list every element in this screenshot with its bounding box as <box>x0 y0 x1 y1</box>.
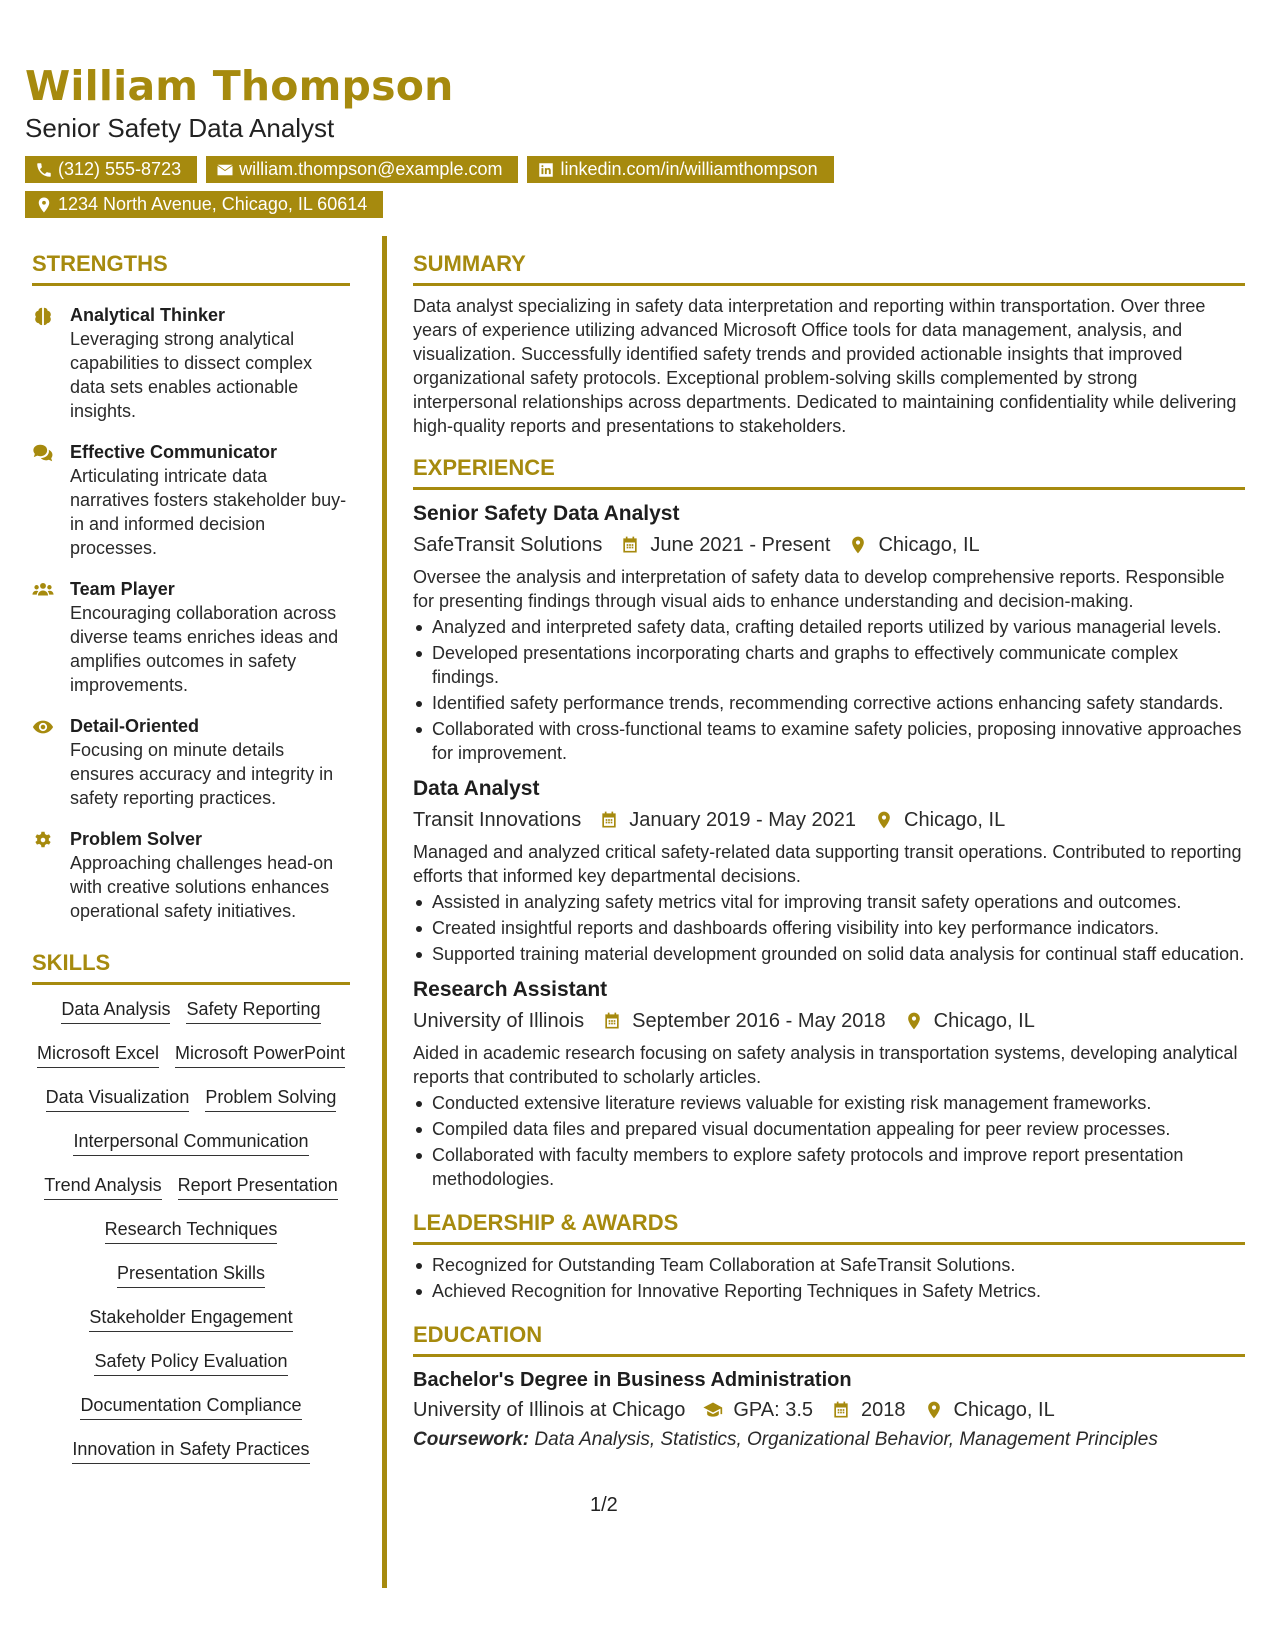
strength-item <box>32 303 350 423</box>
strength-desc: Encouraging collaboration across diverse teams enriches ideas and amplifies outcomes in safety improvements. <box>70 603 339 695</box>
list-item: Created insightful reports and dashboards offering visibility into key performance indicators. <box>413 916 1245 940</box>
experience-heading: EXPERIENCE <box>413 454 1245 490</box>
graduation-cap-icon <box>703 1400 723 1420</box>
linkedin-icon <box>537 161 555 179</box>
map-pin-icon <box>924 1400 944 1420</box>
skills-heading: SKILLS <box>32 949 350 985</box>
job-meta <box>413 806 1245 834</box>
linkedin-chip[interactable] <box>527 156 833 183</box>
calendar-icon <box>602 1011 622 1031</box>
list-item: Supported training material development grounded on solid data analysis for continual staff education. <box>413 942 1245 966</box>
job-entry <box>413 500 1245 765</box>
coursework-list: Data Analysis, Statistics, Organizational Behavior, Management Principles <box>534 1429 1158 1450</box>
map-pin-icon <box>35 196 53 214</box>
job-location: Chicago, IL <box>933 1010 1035 1032</box>
left-column <box>32 250 350 1464</box>
strengths-heading: STRENGTHS <box>32 250 350 286</box>
coursework-label: Coursework: <box>413 1429 530 1450</box>
job-dates: June 2021 - Present <box>650 534 831 556</box>
strength-desc: Approaching challenges head-on with creative solutions enhances operational safety initiatives. <box>70 853 334 921</box>
phone-chip[interactable] <box>25 156 197 183</box>
summary-text: Data analyst specializing in safety data interpretation and reporting within transportation. Over three years of experience utilizing advanced Microsoft Office tools for data management, analysis, and visualization. Successfully identified safety trends and provided actionable insights that improved organizational safety protocols. Exceptional problem-solving skills complemented by strong interpersonal relationships across departments. Dedicated to maintaining confidentiality while delivering high-quality reports and presentations to stakeholders. <box>413 296 1237 436</box>
skill-tag: Data Visualization <box>46 1085 190 1112</box>
list-item: Analyzed and interpreted safety data, crafting detailed reports utilized by various managerial levels. <box>413 615 1245 639</box>
list-item: Recognized for Outstanding Team Collaboration at SafeTransit Solutions. <box>413 1253 1245 1277</box>
job-meta <box>413 531 1245 559</box>
strength-item <box>32 714 350 810</box>
envelope-icon <box>216 161 234 179</box>
address-text: 1234 North Avenue, Chicago, IL 60614 <box>58 194 368 214</box>
strength-desc: Focusing on minute details ensures accuracy and integrity in safety reporting practices. <box>70 740 334 808</box>
school-name: University of Illinois at Chicago <box>413 1399 686 1421</box>
job-title: Senior Safety Data Analyst <box>413 502 680 525</box>
calendar-icon <box>620 535 640 555</box>
skill-tag: Safety Policy Evaluation <box>94 1349 287 1376</box>
contact-bar <box>25 156 925 218</box>
map-pin-icon <box>848 535 868 555</box>
strength-desc: Leveraging strong analytical capabilities to dissect complex data sets enables actionable insights. <box>70 329 313 421</box>
list-item: Collaborated with cross-functional teams to examine safety policies, proposing innovative approaches for improvement. <box>413 717 1245 765</box>
resume-header <box>25 62 1245 218</box>
job-location: Chicago, IL <box>878 534 980 556</box>
list-item: Collaborated with faculty members to explore safety protocols and improve report presentation methodologies. <box>413 1143 1245 1191</box>
strength-title: Problem Solver <box>70 829 203 849</box>
column-divider <box>382 236 387 1588</box>
job-dates: September 2016 - May 2018 <box>632 1010 886 1032</box>
strength-title: Team Player <box>70 579 175 599</box>
map-pin-icon <box>904 1011 924 1031</box>
strength-title: Effective Communicator <box>70 442 278 462</box>
job-bullets <box>413 890 1245 966</box>
summary-heading: SUMMARY <box>413 250 1245 286</box>
education-heading: EDUCATION <box>413 1321 1245 1357</box>
candidate-name: William Thompson <box>25 62 454 110</box>
eye-icon <box>32 716 54 738</box>
job-title: Research Assistant <box>413 978 608 1001</box>
email-chip[interactable] <box>206 156 518 183</box>
map-pin-icon <box>874 810 894 830</box>
email-text: william.thompson@example.com <box>239 159 503 179</box>
skill-tag: Presentation Skills <box>117 1261 265 1288</box>
job-entry <box>413 976 1245 1191</box>
job-dates: January 2019 - May 2021 <box>629 809 857 831</box>
job-bullets <box>413 615 1245 765</box>
skill-tag: Interpersonal Communication <box>73 1129 308 1156</box>
list-item: Assisted in analyzing safety metrics vital for improving transit safety operations and outcomes. <box>413 890 1245 914</box>
strength-title: Detail-Oriented <box>70 716 200 736</box>
job-entry <box>413 775 1245 966</box>
calendar-icon <box>599 810 619 830</box>
leadership-list <box>413 1253 1245 1303</box>
job-meta <box>413 1007 1245 1035</box>
list-item: Achieved Recognition for Innovative Reporting Techniques in Safety Metrics. <box>413 1279 1245 1303</box>
company-name: University of Illinois <box>413 1010 585 1032</box>
users-icon <box>32 579 54 601</box>
skill-tag: Trend Analysis <box>44 1173 161 1200</box>
list-item: Conducted extensive literature reviews valuable for existing risk management frameworks. <box>413 1091 1245 1115</box>
strength-desc: Articulating intricate data narratives fosters stakeholder buy-in and informed decision processes. <box>70 466 347 558</box>
job-description: Managed and analyzed critical safety-related data supporting transit operations. Contributed to reporting efforts that informed key departmental decisions. <box>413 842 1242 886</box>
education-meta <box>413 1396 1245 1424</box>
strength-item <box>32 827 350 923</box>
skills-list <box>32 997 350 1464</box>
skill-tag: Problem Solving <box>205 1085 336 1112</box>
skill-tag: Data Analysis <box>61 997 170 1024</box>
degree-title: Bachelor's Degree in Business Administration <box>413 1369 852 1391</box>
right-column <box>413 250 1245 1453</box>
graduation-year: 2018 <box>861 1399 906 1421</box>
job-location: Chicago, IL <box>904 809 1006 831</box>
phone-text: (312) 555-8723 <box>58 159 182 179</box>
list-item: Compiled data files and prepared visual documentation appealing for peer review processes. <box>413 1117 1245 1141</box>
brain-icon <box>32 305 54 327</box>
skill-tag: Safety Reporting <box>186 997 320 1024</box>
strength-title: Analytical Thinker <box>70 305 226 325</box>
strength-item <box>32 440 350 560</box>
list-item: Identified safety performance trends, recommending corrective actions enhancing safety standards. <box>413 691 1245 715</box>
address-chip <box>25 191 383 218</box>
phone-icon <box>35 161 53 179</box>
education-location: Chicago, IL <box>953 1399 1055 1421</box>
skill-tag: Report Presentation <box>178 1173 338 1200</box>
page-number: 1/2 <box>590 1494 618 1516</box>
coursework <box>413 1427 1245 1453</box>
comments-icon <box>32 442 54 464</box>
gear-icon <box>32 829 54 851</box>
candidate-title: Senior Safety Data Analyst <box>25 113 335 143</box>
list-item: Developed presentations incorporating charts and graphs to effectively communicate complex findings. <box>413 641 1245 689</box>
leadership-heading: LEADERSHIP & AWARDS <box>413 1209 1245 1245</box>
company-name: SafeTransit Solutions <box>413 534 603 556</box>
skill-tag: Innovation in Safety Practices <box>72 1437 309 1464</box>
skill-tag: Research Techniques <box>105 1217 278 1244</box>
skill-tag: Microsoft Excel <box>37 1041 159 1068</box>
linkedin-text: linkedin.com/in/williamthompson <box>560 159 818 179</box>
skill-tag: Stakeholder Engagement <box>89 1305 292 1332</box>
job-description: Oversee the analysis and interpretation of safety data to develop comprehensive reports. Responsible for presenting findings through visual aids to enhance understanding and decision-making. <box>413 567 1225 611</box>
skill-tag: Microsoft PowerPoint <box>175 1041 345 1068</box>
job-bullets <box>413 1091 1245 1191</box>
strength-item <box>32 577 350 697</box>
calendar-icon <box>831 1400 851 1420</box>
company-name: Transit Innovations <box>413 809 582 831</box>
skill-tag: Documentation Compliance <box>80 1393 301 1420</box>
job-description: Aided in academic research focusing on safety analysis in transportation systems, developing analytical reports that contributed to scholarly articles. <box>413 1043 1238 1087</box>
gpa: GPA: 3.5 <box>733 1399 814 1421</box>
job-title: Data Analyst <box>413 777 540 800</box>
